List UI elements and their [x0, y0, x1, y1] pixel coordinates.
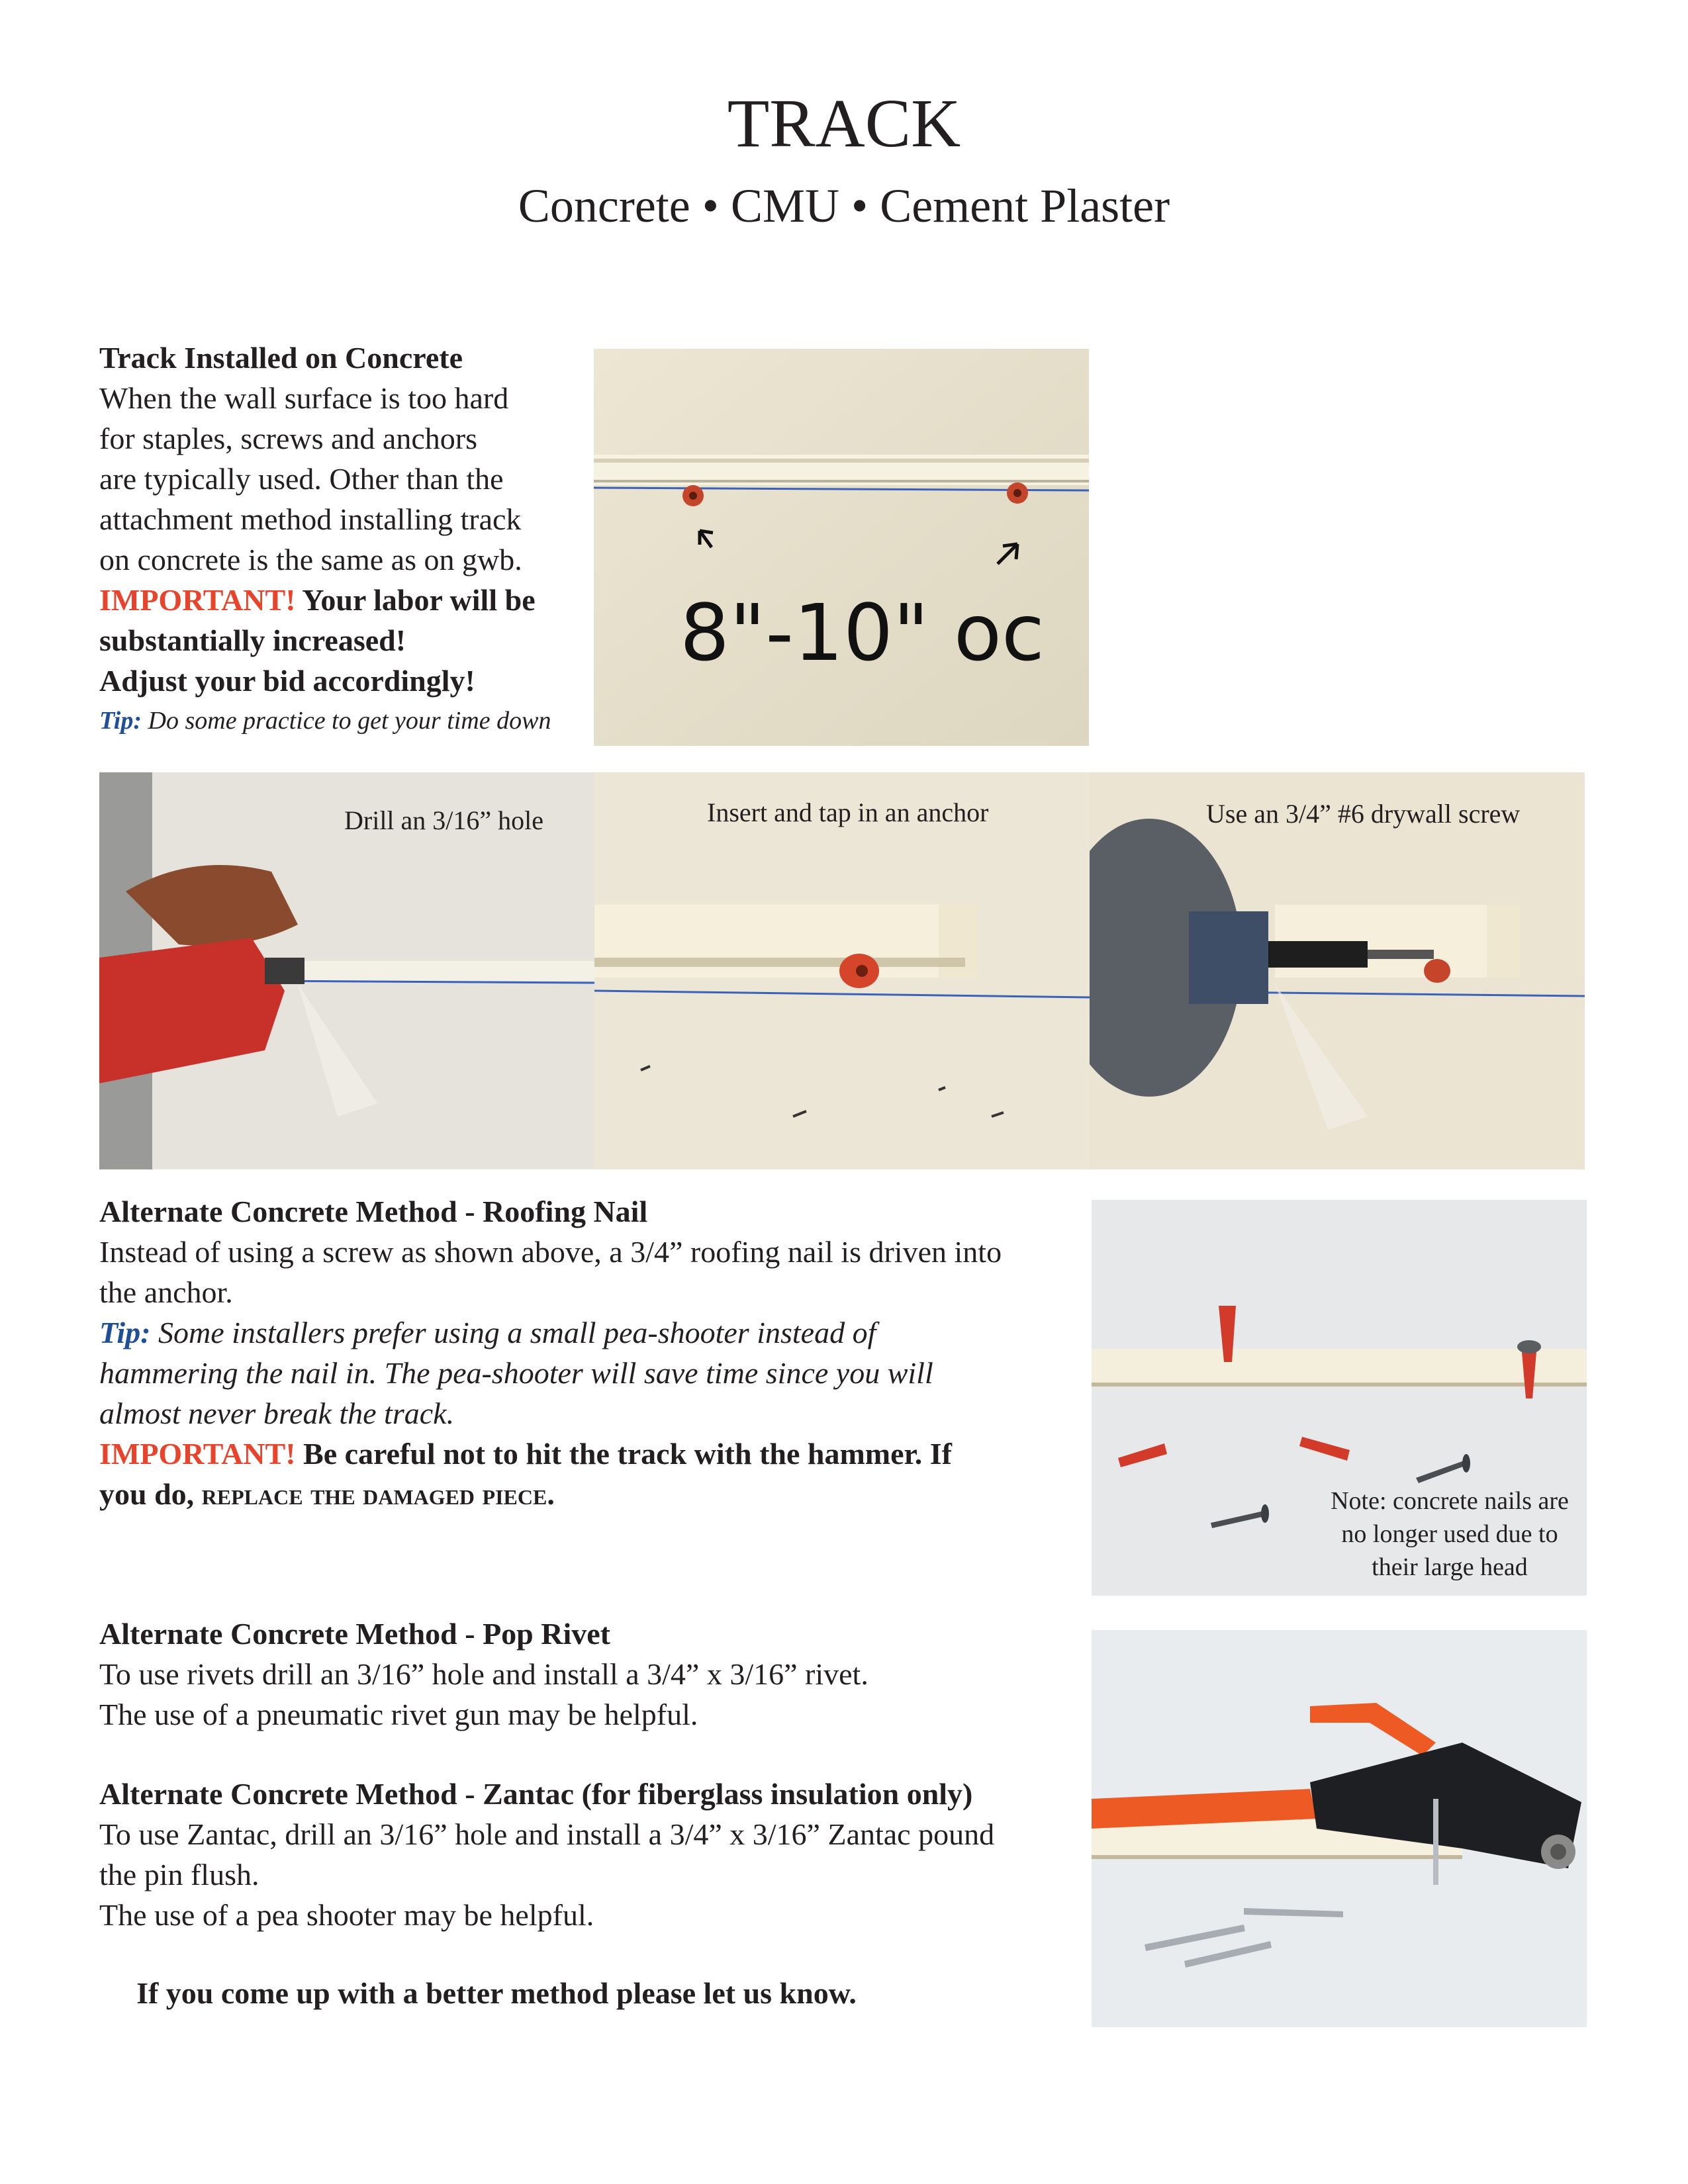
step-caption: Insert and tap in an anchor — [707, 797, 989, 827]
concrete-line: are typically used. Other than the — [99, 462, 504, 496]
concrete-line: for staples, screws and anchors — [99, 422, 477, 455]
roofing-nail-line: the anchor. — [99, 1275, 233, 1309]
rivet-gun-photo — [1092, 1630, 1587, 2027]
roofing-nail-section — [99, 1191, 1092, 1514]
pop-rivet-line: The use of a pneumatic rivet gun may be helpful. — [99, 1698, 698, 1731]
important-label: IMPORTANT! — [99, 1437, 296, 1471]
step-anchor-photo — [594, 772, 1090, 1169]
step-caption: Use an 3/4” #6 drywall screw — [1206, 799, 1521, 829]
tip-text: almost never break the track. — [99, 1396, 455, 1430]
step-screw-photo — [1090, 772, 1585, 1169]
roofing-nail-line: Instead of using a screw as shown above, a 3/4” roofing nail is driven into — [99, 1235, 1002, 1269]
tip-label: Tip: — [99, 1316, 151, 1349]
important-end: . — [547, 1477, 555, 1511]
important-text: you do, — [99, 1477, 202, 1511]
photo-note — [1278, 1484, 1622, 1584]
important-text: substantially increased! — [99, 623, 406, 657]
photo-note-line: no longer used due to — [1341, 1520, 1558, 1548]
page-title: TRACK — [727, 85, 961, 161]
zantac-heading: Alternate Concrete Method - Zantac (for fiberglass insulation only) — [99, 1777, 973, 1811]
tip-text: Some installers prefer using a small pea-shooter instead of — [150, 1316, 876, 1349]
zantac-line: The use of a pea shooter may be helpful. — [99, 1898, 594, 1932]
pop-rivet-line: To use rivets drill an 3/16” hole and install a 3/4” x 3/16” rivet. — [99, 1657, 868, 1691]
tip-label: Tip: — [99, 707, 142, 735]
important-text: Be careful not to hit the track with the hammer. If — [295, 1437, 952, 1471]
important-label: IMPORTANT! — [99, 583, 296, 617]
step-caption: Drill an 3/16” hole — [344, 805, 544, 835]
concrete-line: on concrete is the same as on gwb. — [99, 543, 522, 576]
concrete-line: When the wall surface is too hard — [99, 381, 509, 415]
important-text: Adjust your bid accordingly! — [99, 664, 475, 698]
zantac-section — [99, 1774, 1105, 1935]
closing-line: If you come up with a better method please let us know. — [136, 1976, 857, 2010]
zantac-line: the pin flush. — [99, 1858, 259, 1891]
pop-rivet-heading: Alternate Concrete Method - Pop Rivet — [99, 1617, 610, 1651]
zantac-line: To use Zantac, drill an 3/16” hole and install a 3/4” x 3/16” Zantac pound — [99, 1817, 995, 1851]
important-smallcaps: replace the damaged piece — [201, 1477, 547, 1511]
concrete-section — [99, 338, 602, 741]
concrete-heading: Track Installed on Concrete — [99, 341, 463, 375]
track-spacing-photo — [594, 349, 1089, 746]
photo-note-line: their large head — [1372, 1553, 1528, 1581]
important-text: Your labor will be — [295, 583, 536, 617]
page-subtitle: Concrete • CMU • Cement Plaster — [518, 179, 1170, 232]
photo-annotation: 8"-10" oc — [680, 587, 1045, 678]
tip-text: Do some practice to get your time down — [142, 707, 551, 735]
tip-text: hammering the nail in. The pea-shooter will save time since you will — [99, 1356, 933, 1390]
roofing-nail-heading: Alternate Concrete Method - Roofing Nail — [99, 1195, 648, 1228]
pop-rivet-section — [99, 1614, 1092, 1735]
photo-note-line: Note: concrete nails are — [1331, 1487, 1569, 1515]
concrete-line: attachment method installing track — [99, 502, 522, 536]
